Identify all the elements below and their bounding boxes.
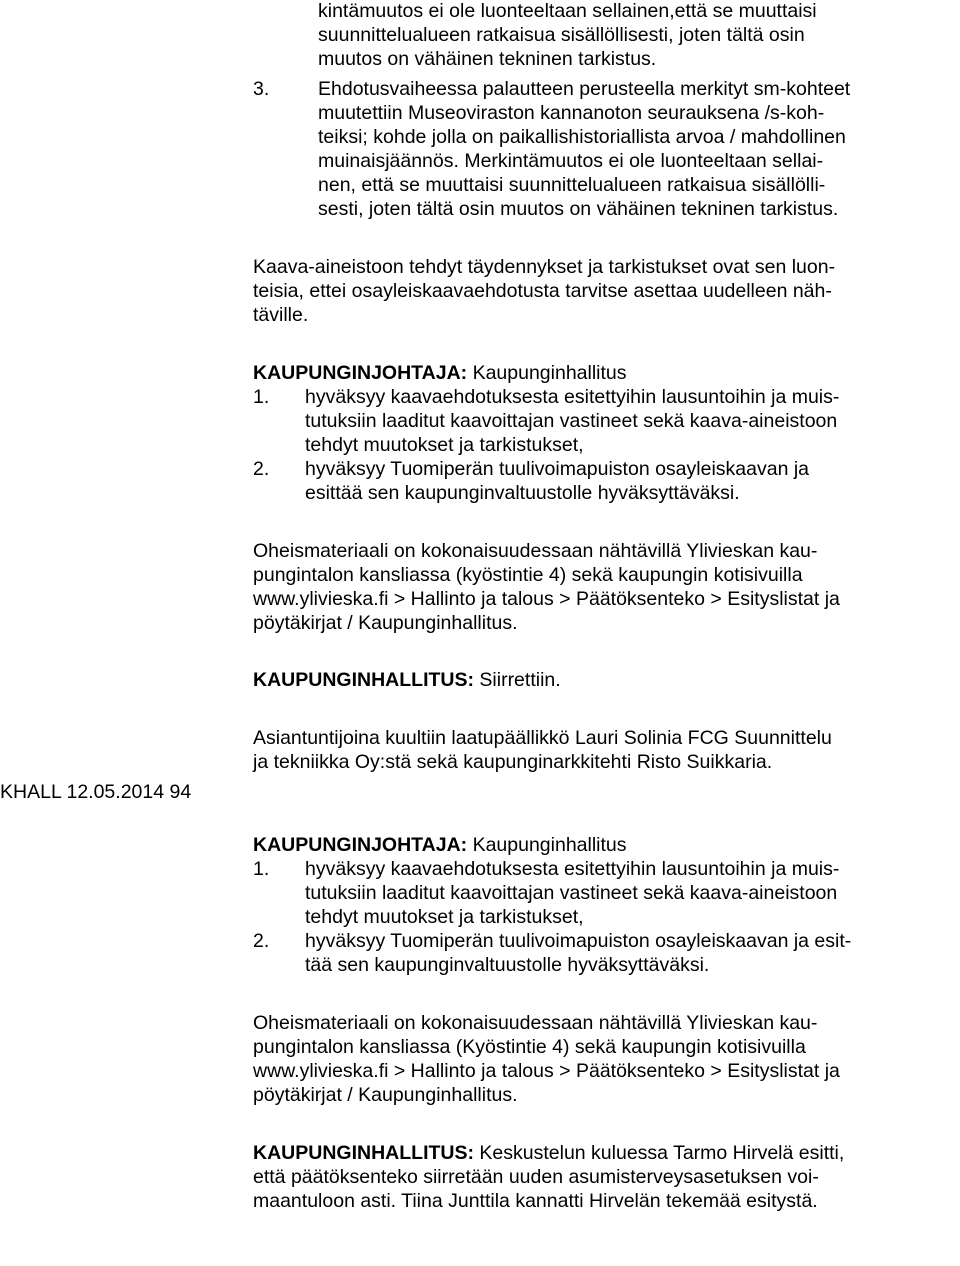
text-line: muutos on vähäinen tekninen tarkistus.: [318, 48, 657, 70]
text-line: pungintalon kansliassa (kyöstintie 4) sekä kaupungin kotisivuilla: [253, 564, 803, 586]
text-line: hyväksyy kaavaehdotuksesta esitettyihin lausuntoihin ja muis-: [305, 386, 840, 408]
text-line: pöytäkirjat / Kaupunginhallitus.: [253, 612, 518, 634]
proposal-heading: [253, 361, 627, 385]
decision-text: Siirrettiin.: [473, 669, 561, 691]
list-number: 3.: [253, 78, 270, 100]
text-line: tää sen kaupunginvaltuustolle hyväksyttäväksi.: [305, 954, 710, 976]
text-line: Oheismateriaali on kokonaisuudessaan nähtävillä Ylivieskan kau-: [253, 1012, 818, 1034]
text-line: tehdyt muutokset ja tarkistukset,: [305, 434, 584, 456]
text-line: kintämuutos ei ole luonteeltaan sellainen,että se muuttaisi: [318, 0, 817, 22]
text-line: teisia, ettei osayleiskaavaehdotusta tarvitse asettaa uudelleen näh-: [253, 280, 832, 302]
text-line: sesti, joten tältä osin muutos on vähäinen tekninen tarkistus.: [318, 198, 839, 220]
text-line: esittää sen kaupunginvaltuustolle hyväksyttäväksi.: [305, 482, 740, 504]
text-line: hyväksyy Tuomiperän tuulivoimapuiston osayleiskaavan ja: [305, 458, 810, 480]
proposal-heading-text: Kaupunginhallitus: [467, 362, 627, 384]
board-decision-1: [253, 668, 561, 692]
text-line: tehdyt muutokset ja tarkistukset,: [305, 906, 584, 928]
text-line: maantuloon asti. Tiina Junttila kannatti Hirvelän tekemää esitystä.: [253, 1190, 818, 1212]
decision-text: Keskustelun kuluessa Tarmo Hirvelä esitti,: [473, 1142, 845, 1164]
text-line: teiksi; kohde jolla on paikallishistoriallista arvoa / mahdollinen: [318, 126, 846, 148]
text-line: tutuksiin laaditut kaavoittajan vastineet sekä kaava-aineistoon: [305, 410, 838, 432]
text-line: pöytäkirjat / Kaupunginhallitus.: [253, 1084, 518, 1106]
proposal-heading-label: KAUPUNGINJOHTAJA:: [253, 834, 468, 856]
text-line: muutettiin Museoviraston kannanoton seurauksena /s-koh-: [318, 102, 825, 124]
text-line: ja tekniikka Oy:stä sekä kaupunginarkkitehti Risto Suikkaria.: [253, 751, 773, 773]
text-line: Oheismateriaali on kokonaisuudessaan nähtävillä Ylivieskan kau-: [253, 540, 818, 562]
text-line: pungintalon kansliassa (Kyöstintie 4) sekä kaupungin kotisivuilla: [253, 1036, 806, 1058]
text-line: Ehdotusvaiheessa palautteen perusteella merkityt sm-kohteet: [318, 78, 851, 100]
text-line: tutuksiin laaditut kaavoittajan vastineet sekä kaava-aineistoon: [305, 882, 838, 904]
decision-label: KAUPUNGINHALLITUS:: [253, 1142, 474, 1164]
list-number: 2.: [253, 458, 270, 480]
text-line: [253, 1141, 844, 1165]
text-line: nen, että se muuttaisi suunnittelualueen ratkaisua sisällölli-: [318, 174, 826, 196]
text-line: hyväksyy Tuomiperän tuulivoimapuiston osayleiskaavan ja esit-: [305, 930, 852, 952]
list-number: 2.: [253, 930, 270, 952]
text-line: hyväksyy kaavaehdotuksesta esitettyihin lausuntoihin ja muis-: [305, 858, 840, 880]
meeting-reference: KHALL 12.05.2014 94: [0, 781, 192, 803]
list-number: 1.: [253, 858, 270, 880]
text-line: www.ylivieska.fi > Hallinto ja talous > Päätöksenteko > Esityslistat ja: [253, 588, 840, 610]
text-line: www.ylivieska.fi > Hallinto ja talous > Päätöksenteko > Esityslistat ja: [253, 1060, 840, 1082]
text-line: muinaisjäännös. Merkintämuutos ei ole luonteeltaan sellai-: [318, 150, 824, 172]
proposal-heading-text: Kaupunginhallitus: [467, 834, 627, 856]
text-line: suunnittelualueen ratkaisua sisällöllisesti, joten tältä osin: [318, 24, 805, 46]
proposal-heading: [253, 833, 627, 857]
text-line: Kaava-aineistoon tehdyt täydennykset ja tarkistukset ovat sen luon-: [253, 256, 836, 278]
proposal-heading-label: KAUPUNGINJOHTAJA:: [253, 362, 468, 384]
text-line: täville.: [253, 304, 309, 326]
text-line: että päätöksenteko siirretään uuden asumisterveysasetuksen voi-: [253, 1166, 819, 1188]
decision-label: KAUPUNGINHALLITUS:: [253, 669, 474, 691]
text-line: Asiantuntijoina kuultiin laatupäällikkö Lauri Solinia FCG Suunnittelu: [253, 727, 832, 749]
list-number: 1.: [253, 386, 270, 408]
